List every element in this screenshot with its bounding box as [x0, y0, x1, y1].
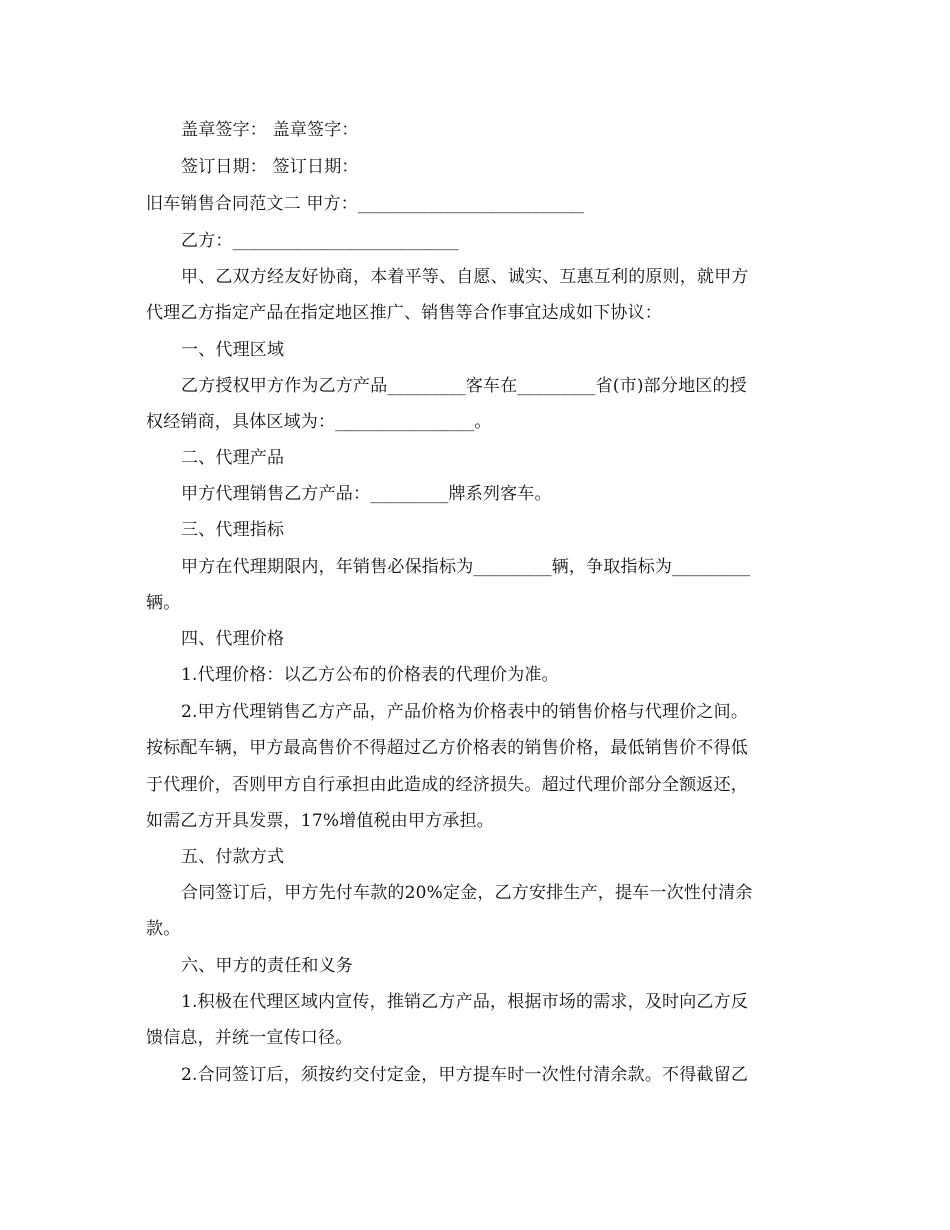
section-6-item-1-line-2: 馈信息，并统一宣传口径。 [146, 1028, 353, 1048]
section-4-item-2-line-4: 如需乙方开具发票，17%增值税由甲方承担。 [146, 811, 494, 831]
sign-date-line: 签订日期： 签订日期： [181, 157, 359, 177]
section-4-item-2-line-3: 于代理价，否则甲方自行承担由此造成的经济损失。超过代理价部分全额返还， [146, 775, 748, 795]
section-4-item-2-line-1: 2.甲方代理销售乙方产品，产品价格为价格表中的销售价格与代理价之间。 [181, 702, 749, 722]
contract-title-party-a: 旧车销售合同范文二 甲方：__________________________ [146, 194, 585, 214]
preamble-line-2: 代理乙方指定产品在指定地区推广、销售等合作事宜达成如下协议： [146, 303, 662, 323]
section-heading-2: 二、代理产品 [181, 448, 285, 468]
seal-signature-line: 盖章签字： 盖章签字： [181, 120, 359, 140]
section-heading-6: 六、甲方的责任和义务 [181, 956, 353, 976]
section-heading-1: 一、代理区域 [181, 340, 285, 360]
section-heading-3: 三、代理指标 [181, 520, 285, 540]
section-3-line-1: 甲方在代理期限内，年销售必保指标为_________辆，争取指标为_________ [181, 557, 751, 577]
party-b-line: 乙方：__________________________ [181, 231, 459, 251]
section-4-item-1: 1.代理价格：以乙方公布的价格表的代理价为准。 [181, 665, 559, 685]
section-3-line-2: 辆。 [146, 593, 181, 613]
section-5-line-2: 款。 [146, 919, 181, 939]
preamble-line-1: 甲、乙双方经友好协商，本着平等、自愿、诚实、互惠互利的原则，就甲方 [181, 267, 749, 287]
section-6-item-1-line-1: 1.积极在代理区域内宣传，推销乙方产品，根据市场的需求，及时向乙方反 [181, 992, 749, 1012]
section-4-item-2-line-2: 按标配车辆，甲方最高售价不得超过乙方价格表的销售价格，最低销售价不得低 [146, 738, 748, 758]
section-1-line-2: 权经销商，具体区域为：________________。 [146, 412, 492, 432]
section-heading-5: 五、付款方式 [181, 847, 285, 867]
section-heading-4: 四、代理价格 [181, 629, 285, 649]
section-2-line-1: 甲方代理销售乙方产品：_________牌系列客车。 [181, 484, 552, 504]
section-5-line-1: 合同签订后，甲方先付车款的20%定金，乙方安排生产，提车一次性付清余 [181, 883, 753, 903]
section-1-line-1: 乙方授权甲方作为乙方产品_________客车在_________省(市)部分地区的授 [181, 376, 747, 396]
section-6-item-2-line-1: 2.合同签订后，须按约交付定金，甲方提车时一次性付清余款。不得截留乙 [181, 1065, 749, 1085]
